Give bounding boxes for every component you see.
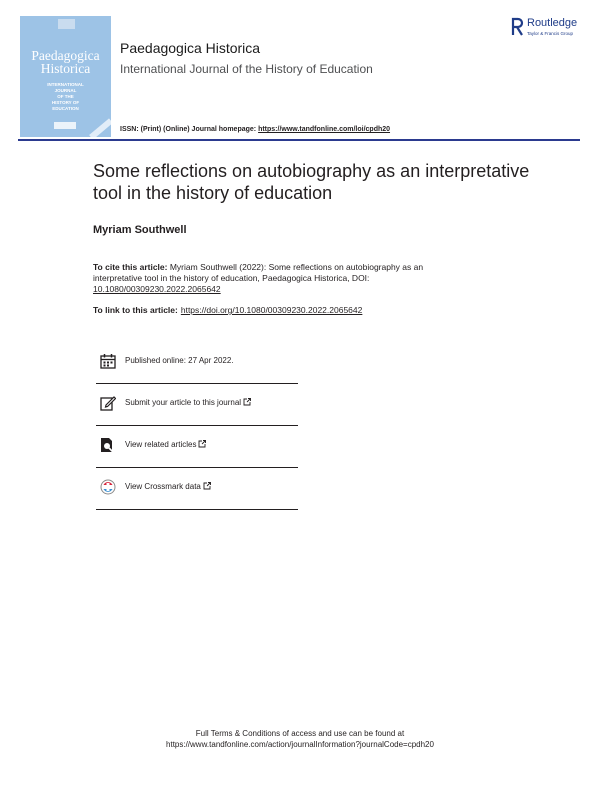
submit-article-label[interactable]: Submit your article to this journal	[125, 398, 242, 407]
crossmark-row[interactable]	[96, 467, 298, 510]
related-articles-row[interactable]	[96, 425, 298, 468]
edit-icon	[100, 395, 116, 411]
cover-corner-stripe	[89, 118, 111, 137]
related-articles-label-wrap	[125, 440, 206, 449]
citation-doi-link[interactable]: 10.1080/00309230.2022.2065642	[93, 284, 221, 294]
cover-subtitle-line: HISTORY OF	[51, 100, 80, 105]
citation-label: To cite this article:	[93, 262, 168, 272]
article-link-label: To link to this article:	[93, 305, 178, 315]
cover-subtitle-line: INTERNATIONAL	[47, 82, 84, 87]
journal-name: Paedagogica Historica	[120, 40, 261, 56]
journal-cover-image	[20, 16, 111, 137]
crossmark-icon	[100, 479, 116, 495]
article-title: Some reflections on autobiography as an interpretative tool in the history of education	[93, 161, 530, 203]
issn-line	[120, 126, 390, 133]
article-author: Myriam Southwell	[93, 224, 187, 236]
cover-top-box	[58, 19, 75, 29]
footer-terms-link[interactable]: https://www.tandfonline.com/action/journalInformation?journalCode=cpdh20	[166, 740, 434, 749]
calendar-icon	[100, 353, 116, 369]
article-link-line	[93, 305, 362, 315]
cover-subtitle-line: OF THE	[57, 94, 74, 99]
cover-subtitle-line: JOURNAL	[54, 88, 77, 93]
crossmark-label[interactable]: View Crossmark data	[125, 482, 201, 491]
citation-text: Myriam Southwell (2022): Some reflections on autobiography as an interpretative tool in the history of education, Paedagogica Historica, DOI:	[93, 262, 424, 283]
published-online-label: Published online: 27 Apr 2022.	[125, 356, 234, 365]
cover-publisher-logo	[54, 122, 76, 129]
routledge-r-icon	[511, 17, 524, 36]
external-link-icon	[198, 440, 206, 448]
article-link-url[interactable]: https://doi.org/10.1080/00309230.2022.2065642	[180, 305, 363, 315]
publisher-name: Routledge	[527, 17, 578, 29]
publisher-logo	[511, 15, 591, 49]
crossmark-label-wrap	[125, 482, 211, 491]
cover-title-line2: Historica	[40, 61, 91, 76]
submit-article-label-wrap	[125, 398, 251, 407]
published-online-row	[96, 341, 298, 384]
citation-block	[93, 262, 443, 295]
footer	[0, 728, 600, 750]
external-link-icon	[243, 398, 251, 406]
journal-subtitle: International Journal of the History of Education	[120, 62, 373, 76]
search-document-icon	[100, 437, 116, 453]
cover-subtitle-line: EDUCATION	[52, 106, 79, 111]
journal-homepage-link[interactable]: https://www.tandfonline.com/loi/cpdh20	[258, 126, 391, 133]
related-articles-label[interactable]: View related articles	[125, 440, 197, 449]
cover-title-line1: Paedagogica	[31, 48, 100, 63]
external-link-icon	[203, 482, 211, 490]
header-divider	[18, 139, 580, 141]
issn-label: ISSN: (Print) (Online) Journal homepage:	[120, 126, 259, 133]
submit-article-row[interactable]	[96, 383, 298, 426]
publisher-tagline: Taylor & Francis Group	[527, 31, 574, 36]
footer-terms-text: Full Terms & Conditions of access and use can be found at	[195, 729, 405, 738]
